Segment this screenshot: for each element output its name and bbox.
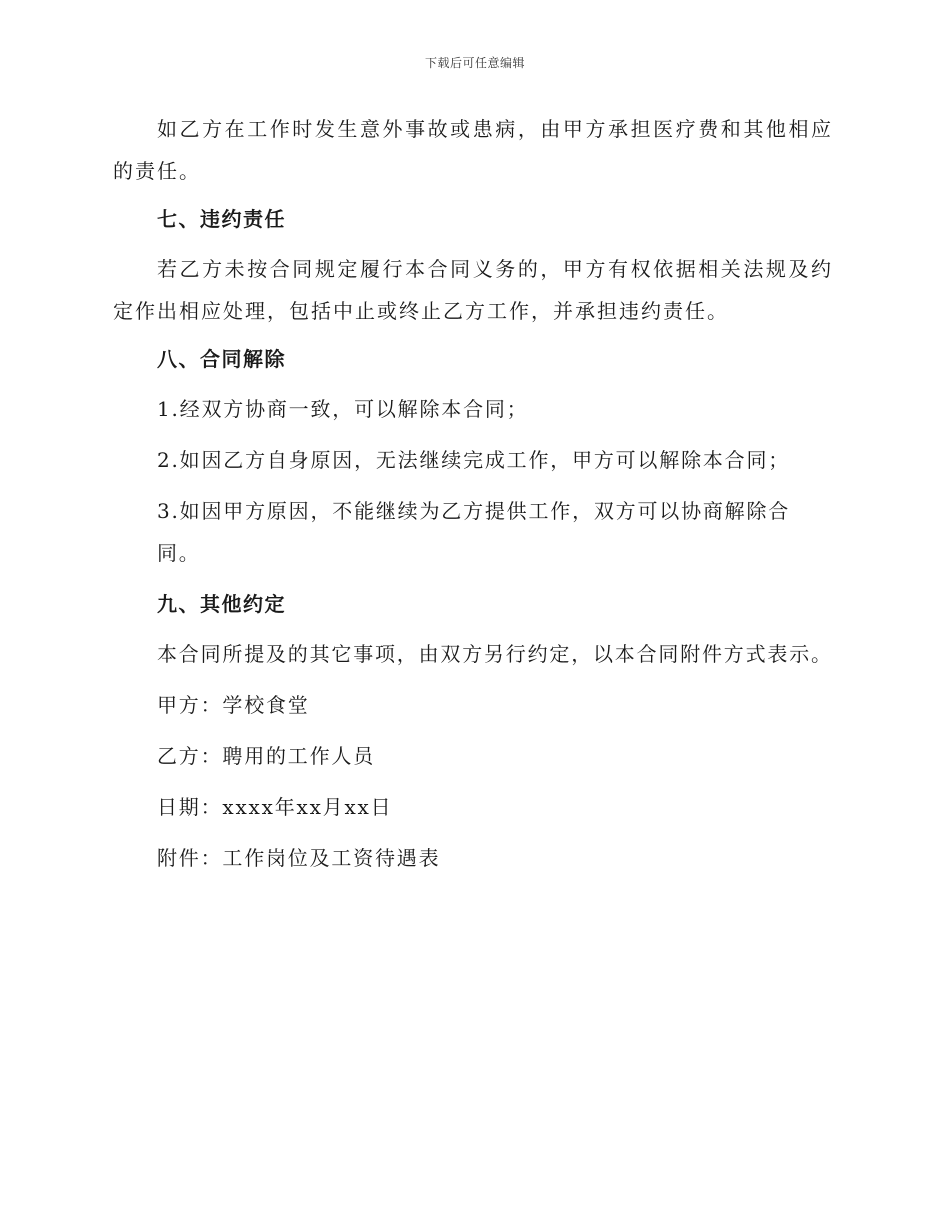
attachment-line: 附件：工作岗位及工资待遇表 <box>157 846 441 870</box>
section-8-item-3: 3.如因甲方原因，不能继续为乙方提供工作，双方可以协商解除合同。 <box>157 499 791 565</box>
party-a-line: 甲方：学校食堂 <box>157 693 310 717</box>
document-body <box>113 108 833 888</box>
party-b-line: 乙方：聘用的工作人员 <box>157 744 375 768</box>
section-8-heading: 八、合同解除 <box>157 347 286 371</box>
section-9-paragraph: 本合同所提及的其它事项，由双方另行约定，以本合同附件方式表示。 <box>157 642 833 666</box>
page-header: 下载后可任意编辑 <box>424 56 525 70</box>
intro-paragraph: 如乙方在工作时发生意外事故或患病，由甲方承担医疗费和其他相应的责任。 <box>113 117 833 183</box>
section-8-item-2: 2.如因乙方自身原因，无法继续完成工作，甲方可以解除本合同； <box>157 448 791 472</box>
section-9-heading: 九、其他约定 <box>157 592 286 616</box>
section-8-item-1: 1.经双方协商一致，可以解除本合同； <box>157 397 529 421</box>
date-line: 日期：xxxx年xx月xx日 <box>157 795 393 819</box>
section-7-heading: 七、违约责任 <box>157 207 286 231</box>
section-7-paragraph: 若乙方未按合同规定履行本合同义务的，甲方有权依据相关法规及约定作出相应处理，包括中止或终止乙方工作，并承担违约责任。 <box>113 257 833 323</box>
